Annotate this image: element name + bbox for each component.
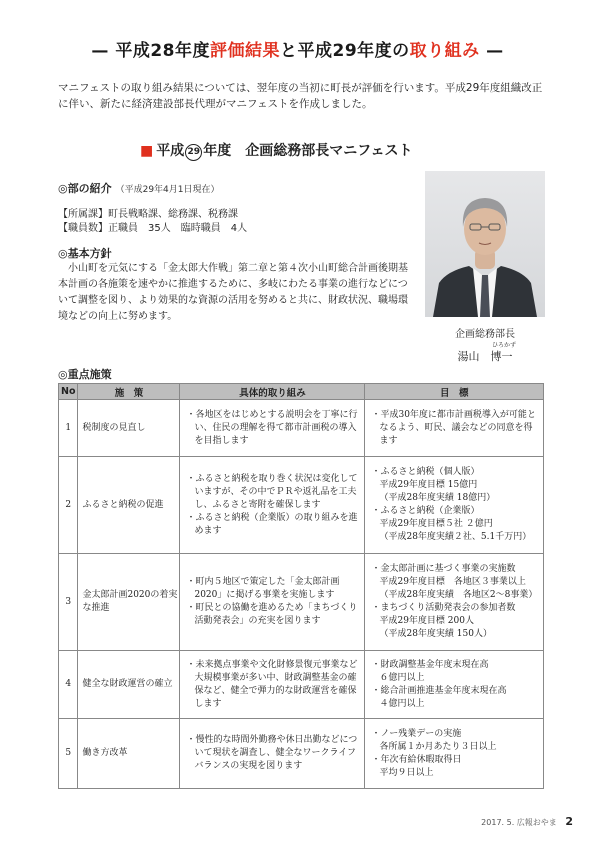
- table-row: [59, 400, 544, 457]
- measure-name: 働き方改革: [78, 719, 180, 789]
- row-number: 2: [59, 457, 78, 554]
- measure-name: 健全な財政運営の確立: [78, 651, 180, 719]
- title-highlight-efforts: 取り組み: [409, 41, 480, 61]
- intro-paragraph: マニフェストの取り組み結果については、翌年度の当初に町長が評価を行います。平成29年度組織改正に伴い、新たに経済建設部長代理がマニフェストを作成しました。: [58, 82, 543, 110]
- director-name-block: [425, 325, 545, 364]
- measure-actions: ・町内５地区で策定した「金太郎計画2020」に掲げる事業を実施します ・町民との協働を進めるため「まちづくり活動発表会」の充実を図ります: [180, 554, 365, 651]
- column-header-actions: 具体的取り組み: [180, 384, 365, 400]
- measure-targets: ・平成30年度に都市計画税導入が可能となるよう、町民、議会などの同意を得ます: [365, 400, 544, 457]
- footer-publication: 広報おやま: [516, 818, 557, 827]
- measure-targets: ・金太郎計画に基づく事業の実施数 平成29年度目標 各地区３事業以上 （平成28年度実績 各地区2～8事業） ・まちづくり活動発表会の参加者数 平成29年度目標 200人 （平成28年度実績 150人）: [365, 554, 544, 651]
- row-number: 1: [59, 400, 78, 457]
- measure-actions: ・各地区をはじめとする説明会を丁寧に行い、住民の理解を得て都市計画税の導入を目指します: [180, 400, 365, 457]
- column-header-targets: 目 標: [365, 384, 544, 400]
- table-row: [59, 457, 544, 554]
- page-number: 2: [565, 815, 573, 828]
- circled-year: 29: [185, 144, 202, 161]
- focus-measures-table: [58, 383, 544, 789]
- red-square-icon: ■: [140, 143, 154, 159]
- dept-staff-count: 【職員数】正職員 35人 臨時職員 4人: [58, 223, 248, 234]
- measure-targets: ・財政調整基金年度末現在高 ６億円以上 ・総合計画推進基金年度末現在高 ４億円以上: [365, 651, 544, 719]
- column-header-no: No: [59, 384, 78, 400]
- measure-actions: ・未来拠点事業や文化財修景復元事業など大規模事業が多い中、財政調整基金の確保など、健全で弾力的な財政運営を確保します: [180, 651, 365, 719]
- table-row: [59, 719, 544, 789]
- measure-name: ふるさと納税の促進: [78, 457, 180, 554]
- row-number: 5: [59, 719, 78, 789]
- dept-intro-date: （平成29年4月1日現在）: [115, 185, 220, 195]
- main-title: — 平成28年度評価結果と平成29年度の取り組み —: [91, 41, 504, 61]
- director-role: 企画総務部長: [455, 329, 515, 340]
- director-photo: [425, 171, 545, 317]
- footer-date: 2017. 5.: [481, 818, 515, 827]
- table-row: [59, 651, 544, 719]
- manifesto-subtitle: ■ 平成 29 年度 企画総務部長マニフェスト: [140, 143, 413, 159]
- table-header-row: [59, 384, 544, 400]
- director-name: 湯山 博一: [457, 350, 513, 363]
- dept-divisions: 【所属課】町長戦略課、総務課、税務課: [58, 209, 238, 220]
- title-highlight-results: 評価結果: [209, 41, 280, 61]
- measure-name: 金太郎計画2020の着実な推進: [78, 554, 180, 651]
- row-number: 4: [59, 651, 78, 719]
- director-name-ruby: ひろかず: [491, 342, 516, 349]
- basic-policy-text: 小山町を元気にする「金太郎大作戦」第二章と第４次小山町総合計画後期基本計画の各施策を速やかに推進するために、多岐にわたる事業の進行などについて調整を図り、より効果的な資源の活用を努めると共に、財政状況、職場環境などの向上に努めます。: [58, 263, 408, 322]
- measure-actions: ・ふるさと納税を取り巻く状況は変化していますが、その中でＰＲや返礼品を工夫し、ふるさと寄附を確保します ・ふるさと納税（企業版）の取り組みを進めます: [180, 457, 365, 554]
- row-number: 3: [59, 554, 78, 651]
- focus-measures-heading: ◎重点施策: [58, 368, 112, 381]
- column-header-measure: 施 策: [78, 384, 180, 400]
- measure-targets: ・ふるさと納税（個人版） 平成29年度目標 15億円 （平成28年度実績 18億円） ・ふるさと納税（企業版） 平成29年度目標５社 ２億円 （平成28年度実績２社、5.1千万円）: [365, 457, 544, 554]
- measure-name: 税制度の見直し: [78, 400, 180, 457]
- table-row: [59, 554, 544, 651]
- dept-intro-heading: ◎部の紹介 （平成29年4月1日現在）: [58, 182, 220, 195]
- measure-actions: ・慢性的な時間外勤務や休日出勤などについて現状を調査し、健全なワークライフバランスの実現を図ります: [180, 719, 365, 789]
- measure-targets: ・ノー残業デーの実施 各所属１か月あたり３日以上 ・年次有給休暇取得日 平均９日以上: [365, 719, 544, 789]
- page-footer: [481, 815, 573, 828]
- basic-policy-heading: ◎基本方針: [58, 247, 112, 260]
